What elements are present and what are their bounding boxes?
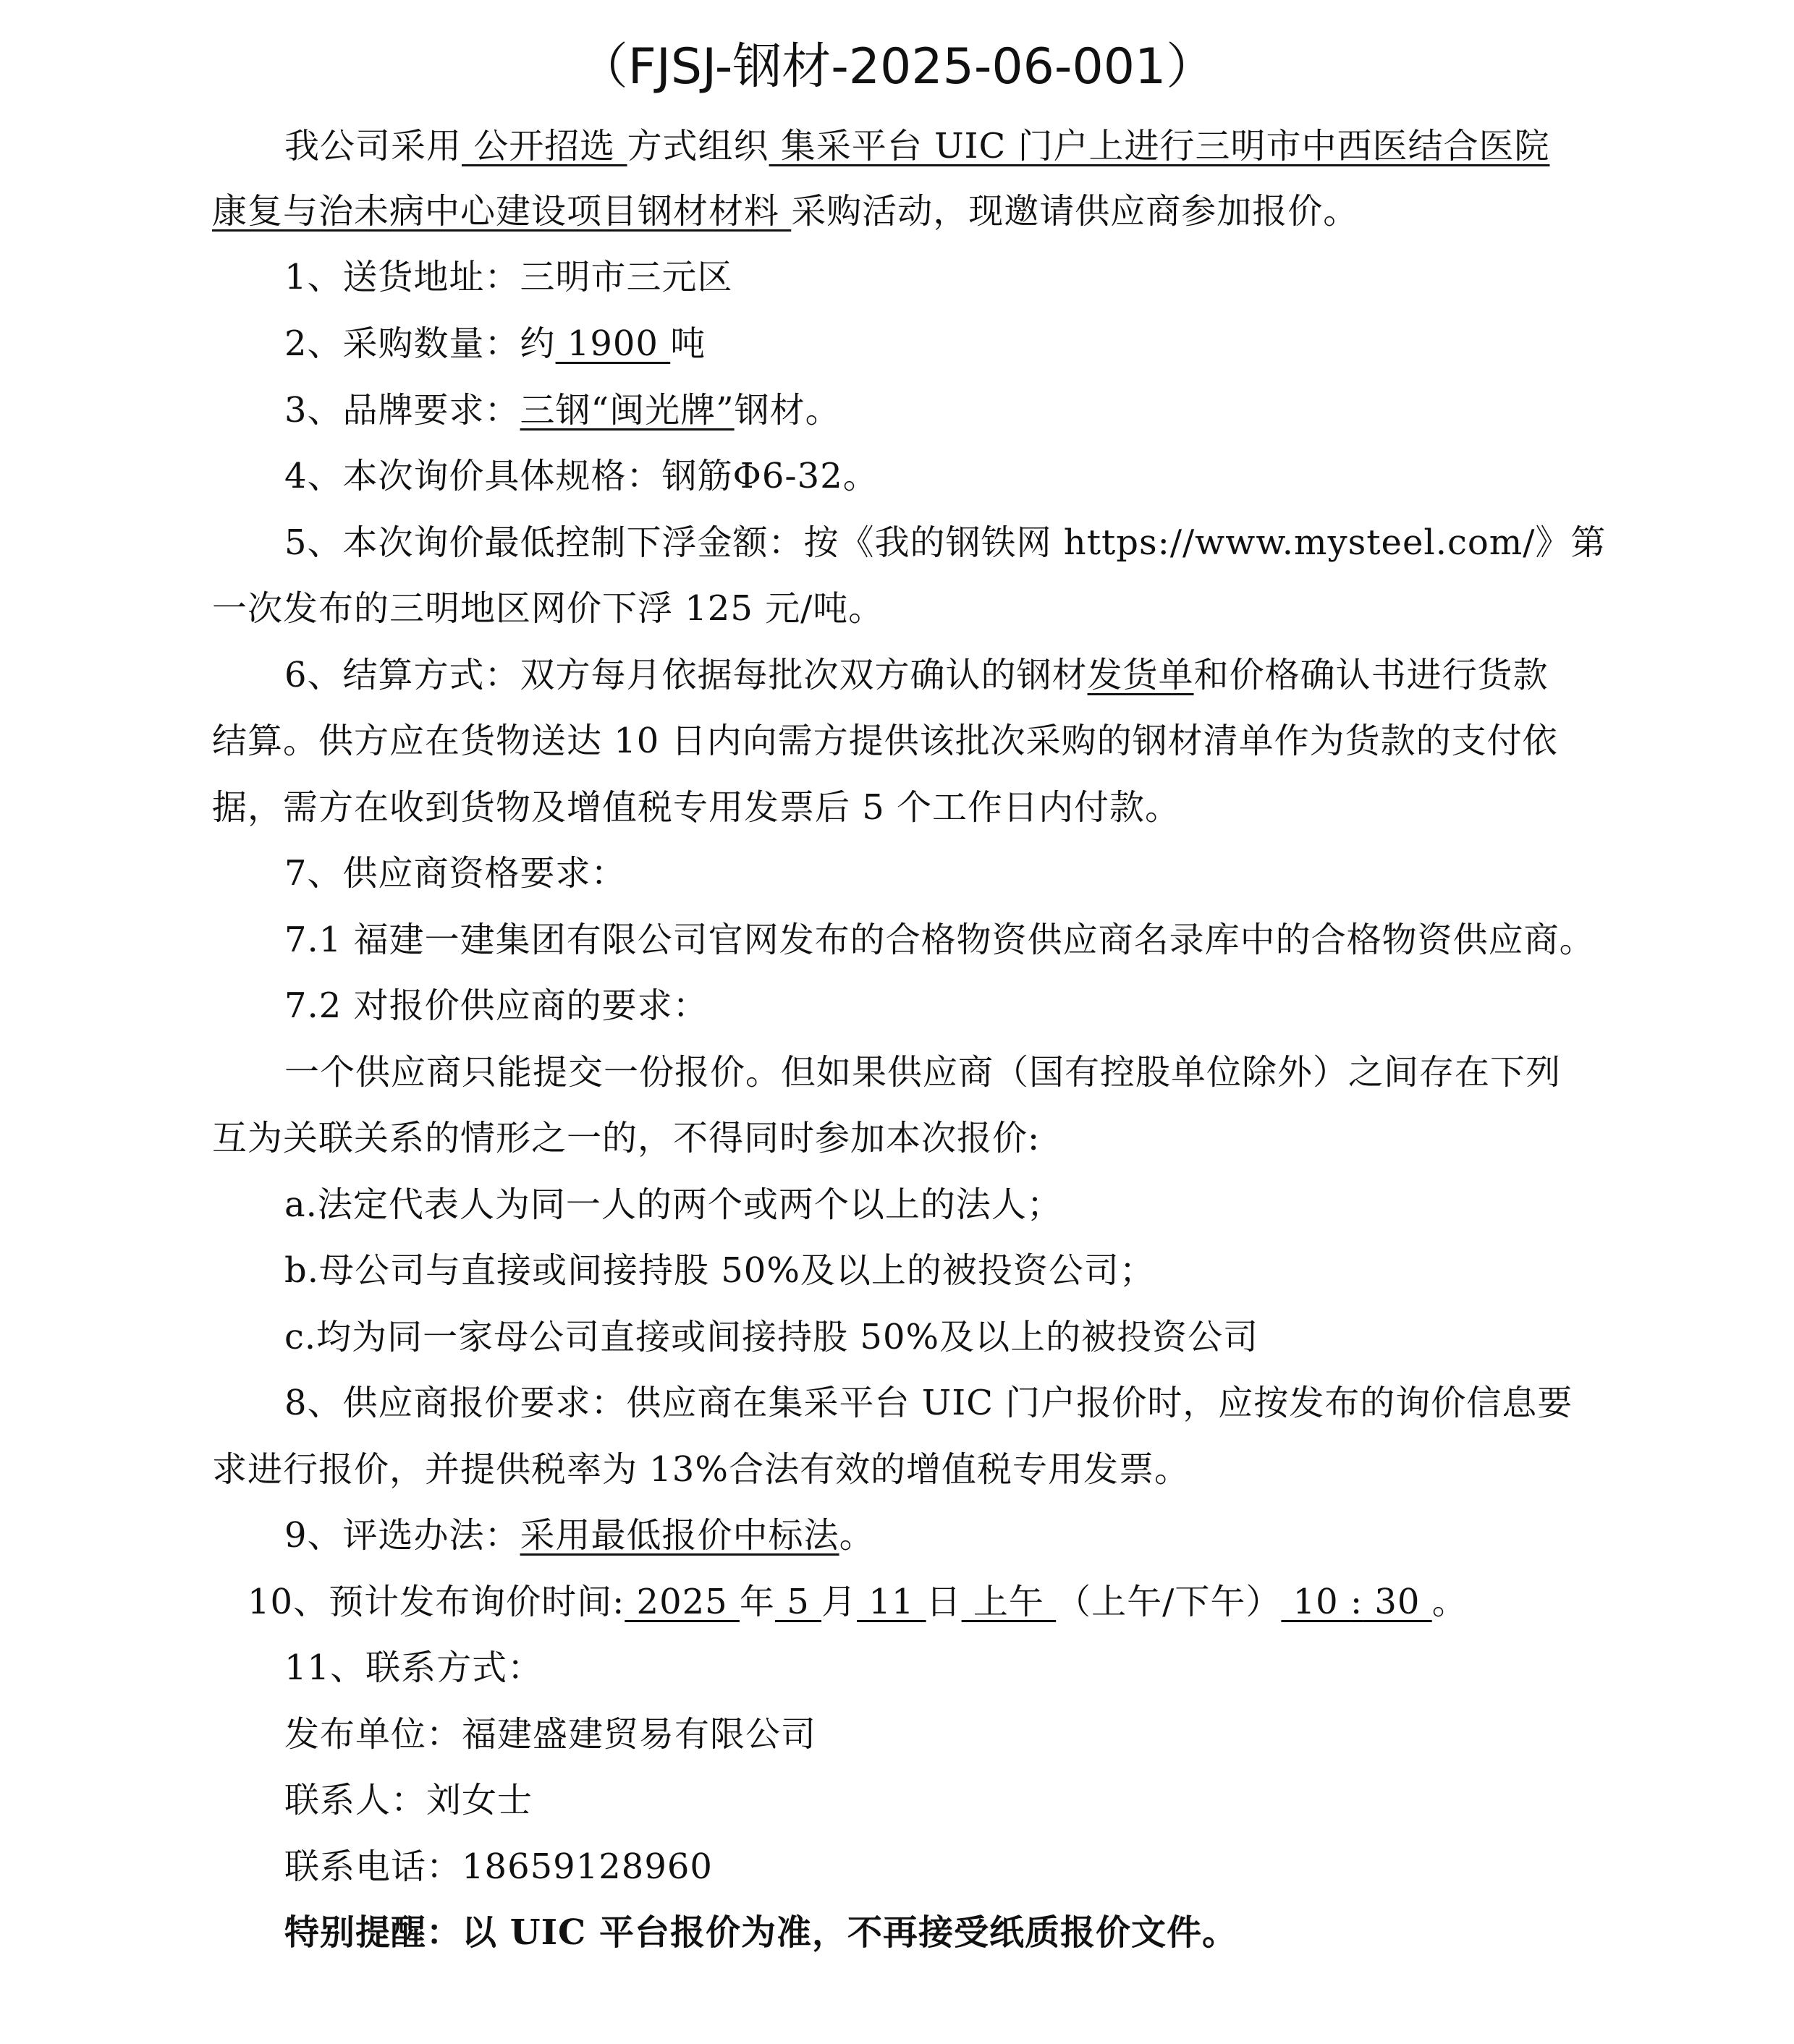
settlement-line-2: 结算。供方应在货物送达 10 日内向需方提供该批次采购的钢材清单作为货款的支付依 <box>212 721 1558 761</box>
special-reminder <box>284 1907 1237 1958</box>
qualification-7-2: 7.2 对报价供应商的要求： <box>284 985 708 1026</box>
related-party-line-2: 互为关联关系的情形之一的，不得同时参加本次报价: <box>212 1118 1041 1158</box>
quantity-value: 1900 <box>555 323 671 364</box>
inquiry-day: 11 <box>857 1582 926 1622</box>
quantity-unit: 吨 <box>670 323 706 364</box>
reminder-label: 特别提醒： <box>284 1912 462 1953</box>
settlement-line-1 <box>284 650 1549 700</box>
project-name: 康复与治未病中心建设项目钢材材料 <box>212 191 792 232</box>
intro-text: 采购活动，现邀请供应商参加报价。 <box>791 191 1359 232</box>
related-party-a: a.法定代表人为同一人的两个或两个以上的法人； <box>284 1184 1062 1225</box>
inquiry-time-label: 10、预计发布询价时间: <box>247 1582 625 1622</box>
related-party-line-1: 一个供应商只能提交一份报价。但如果供应商（国有控股单位除外）之间存在下列 <box>284 1052 1562 1093</box>
price-control-line-2: 一次发布的三明地区网价下浮 125 元/吨。 <box>212 588 884 629</box>
procurement-method: 公开招选 <box>462 126 627 166</box>
quote-requirement-line-2: 求进行报价，并提供税率为 13%合法有效的增值税专用发票。 <box>212 1449 1190 1490</box>
inquiry-hour: 10 <box>1281 1582 1350 1622</box>
intro-text: 我公司采用 <box>284 126 462 166</box>
quote-requirement-line-1: 8、供应商报价要求：供应商在集采平台 UIC 门户报价时，应按发布的询价信息要 <box>284 1383 1573 1423</box>
contact-person: 联系人：刘女士 <box>284 1780 533 1820</box>
time-colon: : <box>1350 1582 1363 1622</box>
settlement-line-3: 据，需方在收到货物及增值税专用发票后 5 个工作日内付款。 <box>212 787 1181 828</box>
delivery-note-term: 发货单 <box>1087 655 1194 695</box>
brand-requirement <box>284 385 841 436</box>
related-party-b: b.母公司与直接或间接持股 50%及以上的被投资公司； <box>284 1250 1155 1291</box>
settlement-text: 6、结算方式：双方每月依据每批次双方确认的钢材 <box>284 655 1088 695</box>
delivery-address: 1、送货地址：三明市三元区 <box>284 257 733 297</box>
brand-value: 三钢“闽光牌” <box>520 390 735 431</box>
price-control-line-1: 5、本次询价最低控制下浮金额：按《我的钢铁网 https://www.mysteel.com/》第 <box>284 522 1607 563</box>
intro-text: 方式组织 <box>627 126 769 166</box>
year-unit: 年 <box>739 1582 775 1622</box>
related-party-c: c.均为同一家母公司直接或间接持股 50%及以上的被投资公司 <box>284 1317 1259 1357</box>
brand-label: 3、品牌要求： <box>284 390 520 431</box>
document-title: （FJSJ-钢材-2025-06-001） <box>578 38 1216 96</box>
evaluation-suffix: 。 <box>839 1515 875 1556</box>
inquiry-ampm: 上午 <box>961 1582 1057 1622</box>
intro-line-1 <box>284 121 1549 171</box>
contact-heading: 11、联系方式： <box>284 1648 543 1688</box>
inquiry-time-end: 。 <box>1431 1582 1468 1622</box>
settlement-text: 和价格确认书进行货款 <box>1193 655 1549 695</box>
month-unit: 月 <box>821 1582 858 1622</box>
procurement-platform: 集采平台 UIC 门户上进行三明市中西医结合医院 <box>769 126 1550 166</box>
day-unit: 日 <box>926 1582 962 1622</box>
intro-line-2 <box>212 186 1358 237</box>
evaluation-method <box>284 1510 875 1561</box>
evaluation-value: 采用最低报价中标法 <box>520 1515 839 1556</box>
contact-phone: 联系电话：18659128960 <box>284 1846 713 1887</box>
evaluation-label: 9、评选办法： <box>284 1515 520 1556</box>
inquiry-minute: 30 <box>1363 1582 1432 1622</box>
publisher: 发布单位：福建盛建贸易有限公司 <box>284 1714 817 1755</box>
qualification-7-1: 7.1 福建一建集团有限公司官网发布的合格物资供应商名录库中的合格物资供应商。 <box>284 920 1595 960</box>
quantity-label: 2、采购数量：约 <box>284 323 556 364</box>
ampm-hint: （上午/下午） <box>1056 1582 1282 1622</box>
specification: 4、本次询价具体规格：钢筋Φ6-32。 <box>284 456 879 496</box>
inquiry-time <box>247 1577 1468 1627</box>
inquiry-month: 5 <box>774 1582 822 1622</box>
reminder-text: 以 UIC 平台报价为准，不再接受纸质报价文件。 <box>462 1912 1237 1953</box>
inquiry-year: 2025 <box>625 1582 740 1622</box>
purchase-quantity <box>284 318 706 369</box>
qualification-heading: 7、供应商资格要求： <box>284 853 627 894</box>
brand-suffix: 钢材。 <box>734 390 841 431</box>
